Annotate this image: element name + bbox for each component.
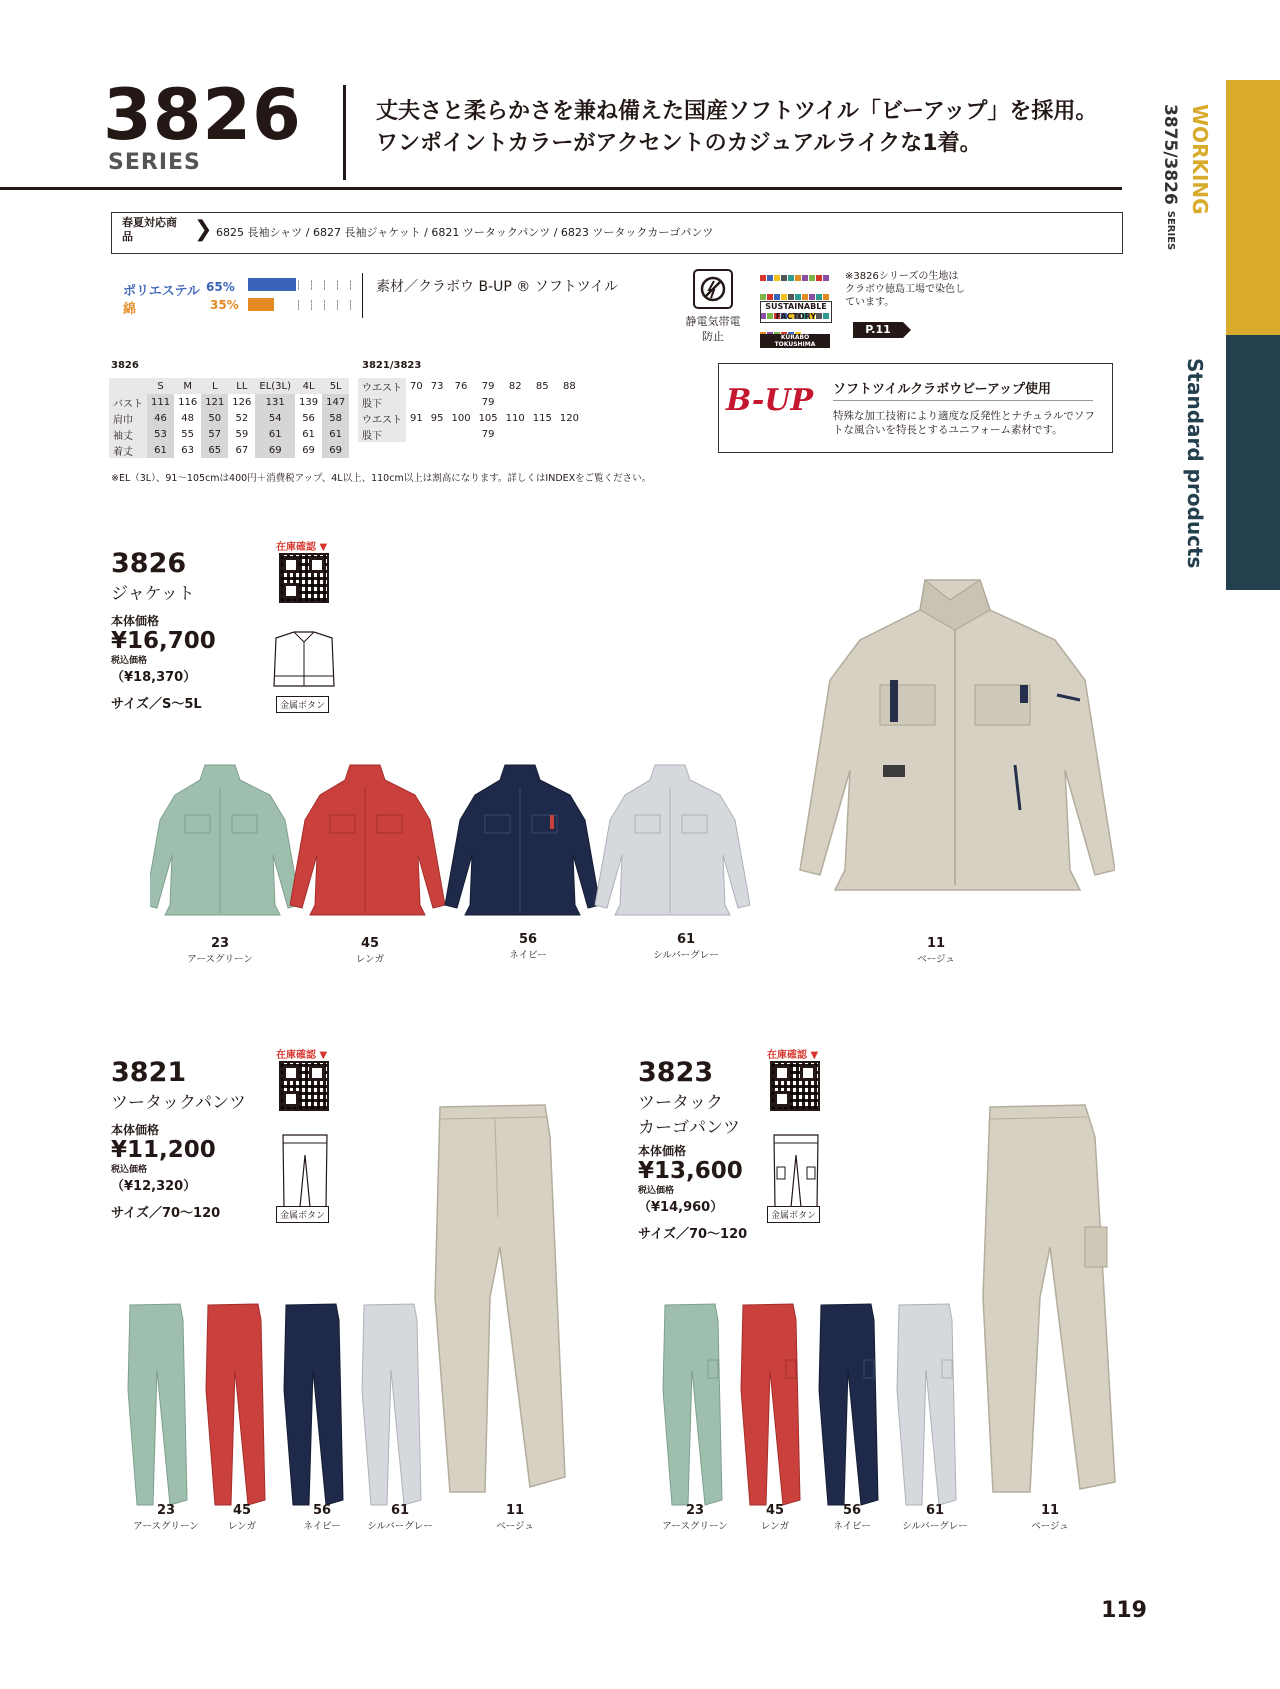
table-row [109, 442, 349, 458]
color-code: 45 [232, 1503, 252, 1518]
antistatic-icon [693, 269, 733, 309]
triangle-down-icon: ▼ [810, 1050, 819, 1061]
mosaic-tile [760, 294, 766, 300]
table-cell: 着丈 [109, 442, 147, 458]
product-name: ジャケット [111, 584, 195, 604]
table-cell: 股下 [358, 426, 406, 442]
color-label-11 [460, 1503, 570, 1532]
product-name-1: ツータック [638, 1093, 723, 1113]
table-cell: L [201, 378, 228, 394]
table-cell: 股下 [358, 394, 406, 410]
mosaic-tile [774, 275, 780, 281]
table-cell: 73 [430, 380, 444, 392]
table-cell: 69 [255, 442, 295, 458]
sustainable-note: ※3826シリーズの生地はクラボウ徳島工場で染色しています。 [845, 271, 965, 308]
table-cell [556, 394, 583, 410]
mosaic-tile [788, 275, 794, 281]
mosaic-tile [802, 275, 808, 281]
price-label: 本体価格 [111, 1123, 160, 1137]
bup-logo: B-UP [726, 383, 814, 418]
table-cell [447, 394, 474, 410]
table-cell: 100 [451, 412, 471, 424]
color-name: アースグリーン [133, 1521, 199, 1532]
table-cell: 57 [201, 426, 228, 442]
product-cargo-info [638, 1057, 747, 1242]
color-code: 23 [156, 1503, 176, 1518]
color-code: 23 [210, 936, 230, 951]
color-name: レンガ [355, 954, 385, 965]
cargo-image-beige [975, 1097, 1135, 1507]
tax-label: 税込価格 [111, 656, 148, 666]
color-code: 61 [676, 932, 696, 947]
fabric-divider [362, 273, 363, 318]
cargo-variants [660, 1300, 990, 1515]
table-cell: 48 [181, 412, 194, 424]
page-ref-badge[interactable]: P.11 [853, 322, 903, 338]
tax-price: （¥12,320） [111, 1179, 197, 1194]
antistatic-label: 静電気帯電防止 [685, 315, 741, 343]
fabric-cotton-pct: 35% [210, 298, 239, 312]
tagline [376, 96, 1097, 160]
tagline-line-2: ワンポイントカラーがアクセントのカジュアルライクな1着。 [376, 131, 982, 156]
side-category: WORKING [1188, 104, 1212, 215]
jacket-spec-drawing [268, 628, 340, 690]
table-cell: 121 [201, 394, 228, 410]
color-code: 23 [685, 1503, 705, 1518]
mosaic-tile [760, 275, 766, 281]
table-cell: 52 [235, 412, 249, 424]
product-name: ツータックパンツ [111, 1093, 246, 1113]
table-cell: S [147, 378, 174, 394]
mosaic-tile [767, 275, 773, 281]
table-cell: LL [228, 378, 255, 394]
pants-variant-silver [362, 1304, 421, 1505]
tax-label: 税込価格 [111, 1165, 148, 1175]
mosaic-tile [781, 294, 787, 300]
mosaic-tile [816, 275, 822, 281]
table-cell: 79 [481, 396, 495, 408]
table-cell: 58 [322, 410, 349, 426]
color-name: ベージュ [917, 954, 955, 965]
stock-check-label: 在庫確認 [276, 1050, 316, 1061]
color-name: アースグリーン [662, 1521, 728, 1532]
price: ¥13,600 [638, 1158, 743, 1184]
pants-variant-navy [284, 1304, 343, 1505]
fabric-poly-label: ポリエステル [123, 284, 200, 299]
table-cell: 79 [481, 428, 495, 440]
tax-price: （¥18,370） [111, 670, 197, 685]
table-cell [502, 394, 529, 410]
mosaic-tile [774, 294, 780, 300]
color-code: 11 [505, 1503, 525, 1518]
material-text: 素材／クラボウ B-UP ® ソフトツイル [376, 279, 618, 295]
table-cell: 91 [410, 412, 423, 424]
table-cell: 79 [481, 380, 495, 392]
table-cell: 88 [563, 380, 576, 392]
table-cell [529, 394, 556, 410]
triangle-down-icon: ▼ [319, 1050, 328, 1061]
table-cell: 46 [147, 410, 174, 426]
mosaic-tile [823, 275, 829, 281]
table-cell [406, 426, 427, 442]
color-name: シルバーグレー [367, 1521, 433, 1532]
table-cell: 61 [255, 426, 295, 442]
qr-code-icon[interactable] [279, 1061, 329, 1111]
color-name: ベージュ [496, 1521, 534, 1532]
size-range: サイズ／S～5L [111, 697, 202, 712]
table-cell [109, 378, 147, 394]
table-cell: 59 [235, 428, 249, 440]
table-cell: 53 [147, 426, 174, 442]
table-cell: 111 [147, 394, 174, 410]
cargo-variant-navy [819, 1304, 878, 1505]
cargo-spec-drawing [771, 1133, 821, 1209]
qr-code-icon[interactable] [770, 1061, 820, 1111]
color-name: シルバーグレー [653, 950, 719, 961]
product-number: 3826 [111, 548, 187, 579]
related-products-box [111, 212, 1123, 254]
table-cell: 116 [178, 396, 198, 408]
chevron-right-icon: ❯ [194, 217, 213, 242]
stock-check-link[interactable] [767, 1046, 818, 1061]
table-cell: 61 [322, 426, 349, 442]
table-cell [556, 426, 583, 442]
table-cell: 95 [430, 412, 444, 424]
color-name: レンガ [760, 1521, 790, 1532]
color-label-11 [995, 1503, 1105, 1532]
product-number: 3823 [638, 1057, 714, 1088]
pants-table-title: 3821/3823 [362, 360, 422, 371]
metal-button-badge: 金属ボタン [767, 1206, 820, 1223]
jacket-variant-green [150, 765, 300, 915]
mosaic-tile [823, 294, 829, 300]
table-cell: 肩巾 [109, 410, 147, 426]
table-cell: 115 [532, 412, 552, 424]
color-name: レンガ [227, 1521, 257, 1532]
table-cell: M [174, 378, 201, 394]
jacket-size-table [109, 378, 349, 458]
related-items: 6825 長袖シャツ / 6827 長袖ジャケット / 6821 ツータックパンツ / 6823 ツータックカーゴパンツ [216, 226, 714, 239]
price: ¥11,200 [111, 1137, 216, 1163]
table-row [109, 394, 349, 410]
table-cell: 126 [232, 396, 252, 408]
color-code: 61 [925, 1503, 945, 1518]
size-note: ※EL（3L）、91～105cmは400円＋消費税アップ、4L以上、110cm以上は割高になります。詳しくはINDEXをご覧ください。 [111, 473, 652, 484]
jacket-variant-navy [445, 765, 600, 915]
cargo-variant-red [741, 1304, 800, 1505]
metal-button-badge: 金属ボタン [276, 696, 329, 713]
side-section: Standard products [1183, 358, 1207, 569]
color-label-61 [631, 932, 741, 961]
fabric-poly-bar [248, 278, 296, 291]
related-label: 春夏対応商品 [122, 216, 177, 243]
table-cell: 袖丈 [109, 426, 147, 442]
product-pants-info [111, 1057, 246, 1221]
color-label-56 [473, 932, 583, 961]
table-cell: 69 [322, 442, 349, 458]
mosaic-tile [781, 275, 787, 281]
pants-variants [125, 1300, 455, 1515]
fabric-poly-pct: 65% [206, 280, 235, 294]
header-divider [343, 85, 346, 180]
table-cell: 65 [201, 442, 228, 458]
tagline-line-1: 丈夫さと柔らかさを兼ね備えた国産ソフトツイル「ビーアップ」を採用。 [376, 99, 1098, 124]
table-cell [406, 394, 427, 410]
table-row [358, 426, 583, 442]
color-code: 61 [390, 1503, 410, 1518]
table-cell: 105 [478, 412, 498, 424]
table-cell: EL(3L) [255, 378, 295, 394]
table-cell [427, 426, 448, 442]
cargo-variant-silver [897, 1304, 956, 1505]
table-cell: 110 [505, 412, 525, 424]
color-label-45 [315, 936, 425, 965]
mosaic-tile [802, 294, 808, 300]
size-range: サイズ／70～120 [638, 1227, 748, 1242]
table-cell: ウエスト [358, 410, 406, 426]
color-code: 56 [518, 932, 538, 947]
cargo-variant-green [663, 1304, 722, 1505]
jacket-table-title: 3826 [111, 360, 139, 371]
pants-variant-green [128, 1304, 187, 1505]
color-name: ネイビー [833, 1521, 871, 1532]
fabric-cotton-label: 綿 [123, 302, 137, 317]
triangle-down-icon: ▼ [319, 542, 328, 553]
color-label-61 [345, 1503, 455, 1532]
table-row [109, 426, 349, 442]
side-series [1160, 104, 1180, 250]
table-cell: 76 [454, 380, 468, 392]
color-code: 56 [312, 1503, 332, 1518]
table-cell: 82 [508, 380, 522, 392]
table-cell: 63 [181, 444, 194, 456]
color-name: ネイビー [509, 950, 547, 961]
table-cell: 147 [322, 394, 349, 410]
table-cell: 69 [302, 444, 315, 456]
pants-spec-drawing [280, 1133, 330, 1209]
side-tab-standard [1226, 335, 1280, 590]
table-row [358, 394, 583, 410]
size-range: サイズ／70～120 [111, 1206, 221, 1221]
color-name: アースグリーン [187, 954, 253, 965]
tax-label: 税込価格 [638, 1186, 675, 1196]
table-row [358, 378, 583, 394]
table-cell [529, 426, 556, 442]
metal-button-badge: 金属ボタン [276, 1206, 329, 1223]
pants-variant-red [206, 1304, 265, 1505]
color-code: 45 [360, 936, 380, 951]
fabric-cotton-bar [248, 298, 274, 311]
product-jacket-info [111, 548, 216, 712]
mosaic-tile [809, 275, 815, 281]
color-name: ネイビー [303, 1521, 341, 1532]
series-word: SERIES [108, 150, 201, 175]
sustainable-factory-label: SUSTAINABLE FACTORY [760, 301, 832, 323]
page-ref-arrow-icon [903, 322, 911, 338]
table-cell: 50 [201, 410, 228, 426]
bup-title: ソフトツイルクラボウビーアップ使用 [833, 382, 1052, 397]
price-label: 本体価格 [111, 614, 160, 628]
stock-check-label: 在庫確認 [767, 1050, 807, 1061]
color-name: シルバーグレー [902, 1521, 968, 1532]
table-cell [502, 426, 529, 442]
color-label-11 [881, 936, 991, 965]
table-cell: 120 [559, 412, 579, 424]
table-cell: 139 [299, 396, 319, 408]
side-tab-working [1226, 80, 1280, 335]
jacket-variant-red [290, 765, 445, 915]
table-cell: 61 [147, 442, 174, 458]
sustainable-factory-sub: KURABO TOKUSHIMA [760, 334, 830, 348]
header-rule [0, 187, 1122, 190]
tax-price: （¥14,960） [638, 1200, 724, 1215]
table-cell: 5L [322, 378, 349, 394]
table-cell: 55 [181, 428, 194, 440]
color-label-23 [165, 936, 275, 965]
stock-check-label: 在庫確認 [276, 542, 316, 553]
series-number: 3826 [103, 74, 302, 156]
color-code: 56 [842, 1503, 862, 1518]
side-series-number: 3875/3826 [1160, 104, 1180, 205]
price: ¥16,700 [111, 628, 216, 654]
mosaic-tile [767, 294, 773, 300]
qr-code-icon[interactable] [279, 553, 329, 603]
page-number: 119 [1101, 1598, 1147, 1623]
stock-check-link[interactable] [276, 1046, 327, 1061]
table-cell: 56 [302, 412, 315, 424]
color-code: 11 [1040, 1503, 1060, 1518]
mosaic-tile [809, 294, 815, 300]
jacket-variant-silver [595, 765, 750, 915]
table-cell: 85 [535, 380, 549, 392]
sustainable-factory-pattern [760, 267, 830, 301]
table-cell: 61 [302, 428, 315, 440]
product-number: 3821 [111, 1057, 187, 1088]
table-cell: 131 [255, 394, 295, 410]
jacket-variants [150, 760, 850, 930]
table-cell [427, 394, 448, 410]
bup-divider [833, 400, 1093, 401]
mosaic-tile [795, 294, 801, 300]
table-row [358, 410, 583, 426]
mosaic-tile [795, 275, 801, 281]
color-code: 11 [926, 936, 946, 951]
pants-size-table [358, 378, 583, 442]
table-cell: バスト [109, 394, 147, 410]
table-cell: 54 [255, 410, 295, 426]
product-name-2: カーゴパンツ [638, 1118, 740, 1138]
table-cell [447, 426, 474, 442]
table-row [109, 410, 349, 426]
table-cell: 70 [410, 380, 423, 392]
mosaic-tile [788, 294, 794, 300]
stock-check-link[interactable] [276, 538, 327, 553]
table-cell: ウエスト [358, 378, 406, 394]
color-label-61 [880, 1503, 990, 1532]
color-code: 45 [765, 1503, 785, 1518]
table-cell: 4L [295, 378, 322, 394]
table-row [109, 378, 349, 394]
bup-description: 特殊な加工技術により適度な反発性とナチュラルでソフトな風合いを特長とするユニフォーム素材です。 [833, 410, 1095, 436]
color-name: ベージュ [1031, 1521, 1069, 1532]
side-series-suffix: SERIES [1165, 210, 1176, 251]
mosaic-tile [816, 294, 822, 300]
price-label: 本体価格 [638, 1144, 687, 1158]
table-cell: 67 [235, 444, 249, 456]
